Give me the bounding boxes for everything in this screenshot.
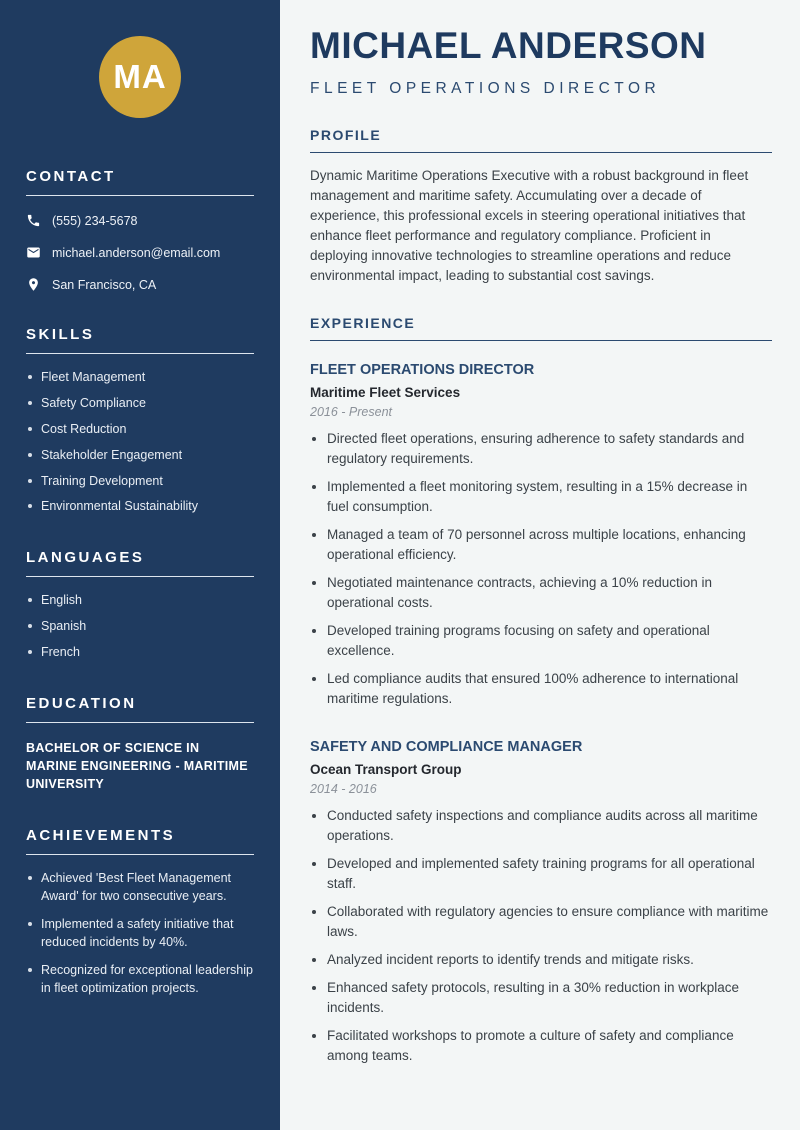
experience-section — [310, 315, 772, 1066]
education-degree: BACHELOR OF SCIENCE IN MARINE ENGINEERING - MARITIME UNIVERSITY — [26, 740, 248, 792]
skill-item: Cost Reduction — [26, 421, 254, 438]
skills-heading: SKILLS — [26, 326, 95, 343]
job-bullets — [310, 429, 772, 709]
job-entry — [310, 739, 772, 1066]
education-heading: EDUCATION — [26, 694, 137, 712]
skill-item: Environmental Sustainability — [26, 498, 254, 515]
achievements-heading: ACHIEVEMENTS — [26, 827, 176, 845]
job-bullet: • Developed training programs focusing on safety and operational excellence. — [327, 621, 772, 661]
languages-list — [26, 592, 254, 661]
contact-location: San Francisco, CA — [52, 277, 157, 292]
experience-heading: EXPERIENCE — [310, 315, 416, 331]
job-dates: 2014 - 2016 — [310, 782, 377, 796]
job-company: Maritime Fleet Services — [310, 385, 461, 400]
skill-item: Safety Compliance — [26, 395, 254, 412]
job-bullet: • Conducted safety inspections and compliance audits across all maritime operations. — [327, 806, 772, 846]
job-bullet: • Managed a team of 70 personnel across multiple locations, enhancing operational efficiency. — [327, 525, 772, 565]
job-bullet: • Facilitated workshops to promote a culture of safety and compliance among teams. — [327, 1026, 772, 1066]
contact-email-row — [26, 245, 254, 260]
job-entry — [310, 362, 772, 709]
languages-section — [26, 549, 254, 661]
person-headline: FLEET OPERATIONS DIRECTOR — [310, 80, 661, 97]
profile-section — [310, 127, 772, 286]
education-divider — [26, 722, 254, 723]
language-item: French — [26, 644, 254, 661]
job-bullet: • Collaborated with regulatory agencies to ensure compliance with maritime laws. — [327, 902, 772, 942]
avatar-initials: MA — [113, 58, 167, 95]
job-bullet: • Negotiated maintenance contracts, achieving a 10% reduction in operational costs. — [327, 573, 772, 613]
skills-divider — [26, 353, 254, 354]
job-bullets — [310, 806, 772, 1066]
skills-section — [26, 326, 254, 515]
skill-item: Fleet Management — [26, 369, 254, 386]
main-content — [280, 0, 800, 1130]
language-item: English — [26, 592, 254, 609]
contact-section — [26, 168, 254, 292]
phone-icon — [26, 213, 41, 228]
job-bullet: • Developed and implemented safety training programs for all operational staff. — [327, 854, 772, 894]
profile-divider — [310, 152, 772, 153]
skill-item: Stakeholder Engagement — [26, 447, 254, 464]
contact-divider — [26, 195, 254, 196]
person-name: MICHAEL ANDERSON — [310, 25, 707, 66]
job-dates: 2016 - Present — [310, 405, 392, 419]
achievements-divider — [26, 854, 254, 855]
job-bullet: • Enhanced safety protocols, resulting in a 30% reduction in workplace incidents. — [327, 978, 772, 1018]
job-bullet: • Analyzed incident reports to identify trends and mitigate risks. — [327, 950, 772, 970]
location-icon — [26, 277, 41, 292]
email-icon — [26, 245, 41, 260]
achievement-item: Recognized for exceptional leadership in fleet optimization projects. — [26, 962, 254, 997]
job-title: FLEET OPERATIONS DIRECTOR — [310, 362, 535, 378]
avatar — [99, 36, 181, 118]
job-bullet: • Directed fleet operations, ensuring adherence to safety standards and regulatory requirements. — [327, 429, 772, 469]
job-title: SAFETY AND COMPLIANCE MANAGER — [310, 739, 583, 755]
achievement-item: Implemented a safety initiative that reduced incidents by 40%. — [26, 916, 254, 951]
languages-divider — [26, 576, 254, 577]
skills-list — [26, 369, 254, 515]
contact-list — [26, 213, 254, 292]
contact-email: michael.anderson@email.com — [52, 245, 221, 260]
achievement-item: Achieved 'Best Fleet Management Award' for two consecutive years. — [26, 870, 254, 905]
language-item: Spanish — [26, 618, 254, 635]
education-section — [26, 695, 254, 793]
profile-text: Dynamic Maritime Operations Executive with a robust background in fleet management and maritime safety. Accumulating over a decade of experience, this professional excels in steering operational initiatives that enhance fleet performance and regulatory compliance. Proficient in deploying innovative technologies to streamline operations and reduce environmental impact, leading to substantial cost savings. — [310, 168, 749, 283]
contact-phone-row — [26, 213, 254, 228]
sidebar — [0, 0, 280, 1130]
contact-heading: CONTACT — [26, 168, 116, 185]
job-company: Ocean Transport Group — [310, 762, 462, 777]
contact-location-row — [26, 277, 254, 292]
job-bullet: • Led compliance audits that ensured 100% adherence to international maritime regulations. — [327, 669, 772, 709]
languages-heading: LANGUAGES — [26, 549, 145, 567]
skill-item: Training Development — [26, 473, 254, 490]
contact-phone: (555) 234-5678 — [52, 213, 138, 228]
achievements-section — [26, 827, 254, 997]
experience-divider — [310, 340, 772, 341]
job-bullet: • Implemented a fleet monitoring system, resulting in a 15% decrease in fuel consumption. — [327, 477, 772, 517]
profile-heading: PROFILE — [310, 127, 382, 143]
achievements-list — [26, 870, 254, 997]
